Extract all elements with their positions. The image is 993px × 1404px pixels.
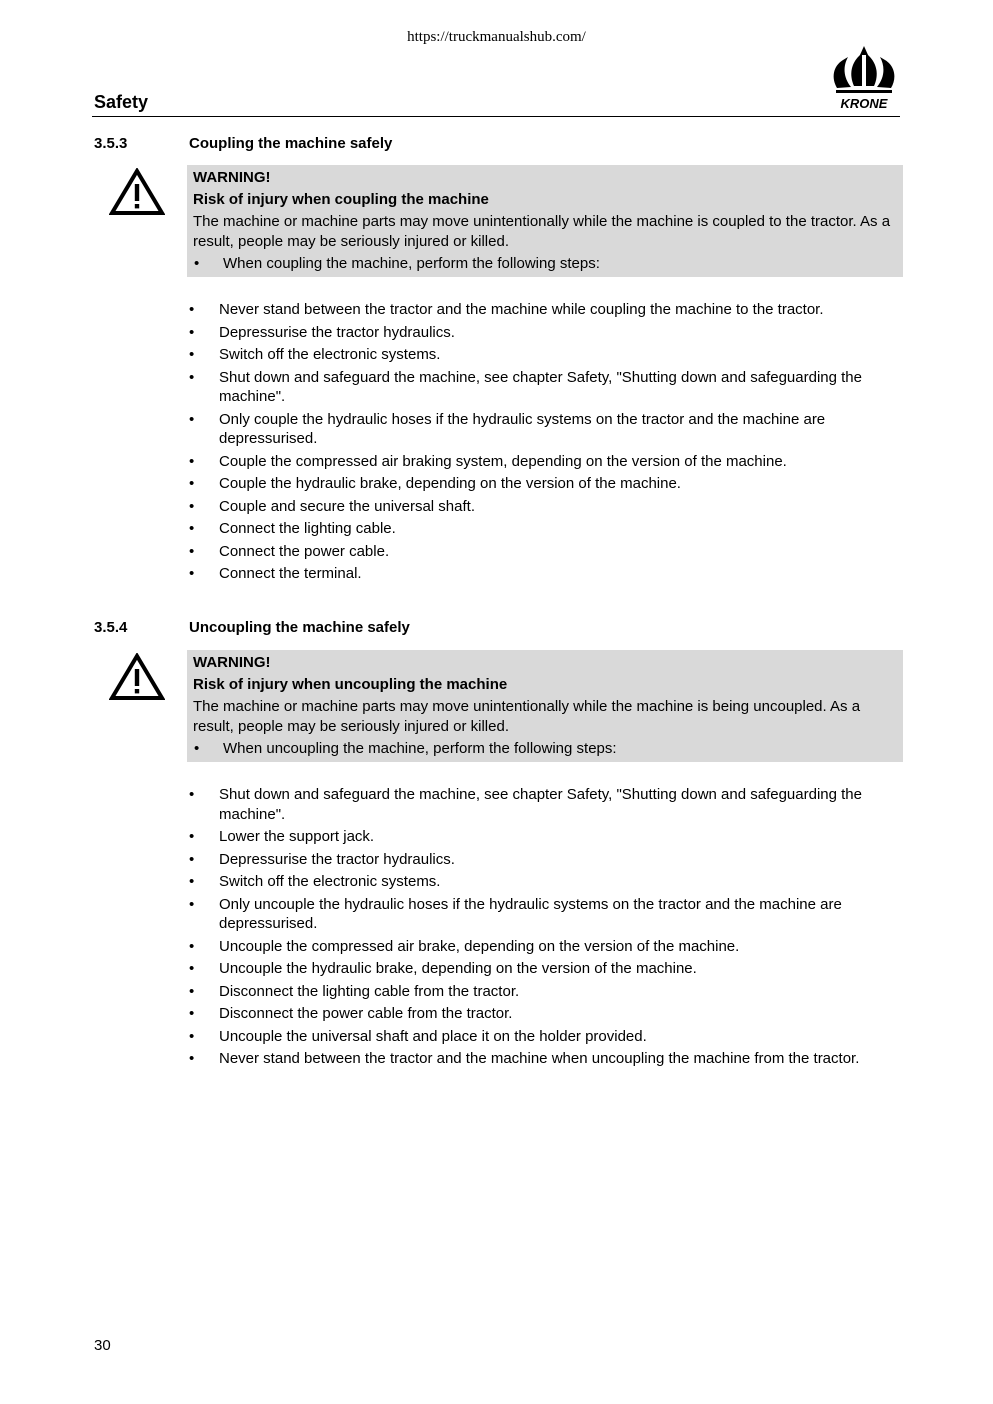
page-number: 30 (94, 1337, 111, 1354)
section-number: 3.5.3 (94, 135, 128, 152)
list-item: • Only uncouple the hydraulic hoses if the hydraulic systems on the tractor and the machine are depressurised. (189, 895, 899, 934)
list-item: • Shut down and safeguard the machine, see chapter Safety, "Shutting down and safeguarding the machine". (189, 368, 899, 407)
warning-subtitle: Risk of injury when coupling the machine (193, 191, 489, 208)
list-item: • Uncouple the hydraulic brake, depending on the version of the machine. (189, 959, 899, 979)
warning-label: WARNING! (193, 654, 271, 671)
section-title: Coupling the machine safely (189, 135, 393, 152)
list-item: • Lower the support jack. (189, 827, 899, 847)
krone-logo-text: KRONE (840, 96, 888, 111)
list-item: • Uncouple the compressed air brake, depending on the version of the machine. (189, 937, 899, 957)
source-url[interactable]: https://truckmanualshub.com/ (407, 29, 586, 45)
warning-step: • When coupling the machine, perform the following steps: (193, 254, 897, 274)
warning-box (187, 650, 903, 762)
list-item: • Couple the compressed air braking system, depending on the version of the machine. (189, 452, 899, 472)
warning-text: The machine or machine parts may move unintentionally while the machine is coupled to the tractor. As a result, people may be seriously injured or killed. (193, 213, 891, 250)
warning-label: WARNING! (193, 169, 271, 186)
header-divider (92, 116, 900, 117)
list-item: • Disconnect the power cable from the tractor. (189, 1004, 899, 1024)
list-item: • Never stand between the tractor and the machine when uncoupling the machine from the tractor. (189, 1049, 899, 1069)
list-item: • Depressurise the tractor hydraulics. (189, 850, 899, 870)
chapter-header-title: Safety (94, 92, 149, 112)
warning-box (187, 165, 903, 277)
list-item: • Only couple the hydraulic hoses if the hydraulic systems on the tractor and the machine are depressurised. (189, 410, 899, 449)
list-item: • Couple and secure the universal shaft. (189, 497, 899, 517)
warning-triangle-icon (109, 653, 165, 701)
list-item: • Switch off the electronic systems. (189, 872, 899, 892)
warning-triangle-icon (109, 168, 165, 216)
warning-text: The machine or machine parts may move unintentionally while the machine is being uncoupled. As a result, people may be seriously injured or killed. (193, 698, 861, 735)
list-item: • Uncouple the universal shaft and place it on the holder provided. (189, 1027, 899, 1047)
list-item: • Disconnect the lighting cable from the tractor. (189, 982, 899, 1002)
list-item: • Connect the lighting cable. (189, 519, 899, 539)
krone-logo (829, 44, 899, 114)
warning-step: • When uncoupling the machine, perform the following steps: (193, 739, 897, 759)
section-number: 3.5.4 (94, 619, 128, 636)
warning-subtitle: Risk of injury when uncoupling the machine (193, 676, 508, 693)
list-item: • Shut down and safeguard the machine, see chapter Safety, "Shutting down and safeguarding the machine". (189, 785, 899, 824)
list-item: • Connect the power cable. (189, 542, 899, 562)
list-item: • Connect the terminal. (189, 564, 899, 584)
list-item: • Depressurise the tractor hydraulics. (189, 323, 899, 343)
list-item: • Couple the hydraulic brake, depending on the version of the machine. (189, 474, 899, 494)
coupling-steps-list (189, 300, 899, 587)
list-item: • Never stand between the tractor and the machine while coupling the machine to the tractor. (189, 300, 899, 320)
list-item: • Switch off the electronic systems. (189, 345, 899, 365)
section-title: Uncoupling the machine safely (189, 619, 410, 636)
uncoupling-steps-list (189, 785, 899, 1072)
